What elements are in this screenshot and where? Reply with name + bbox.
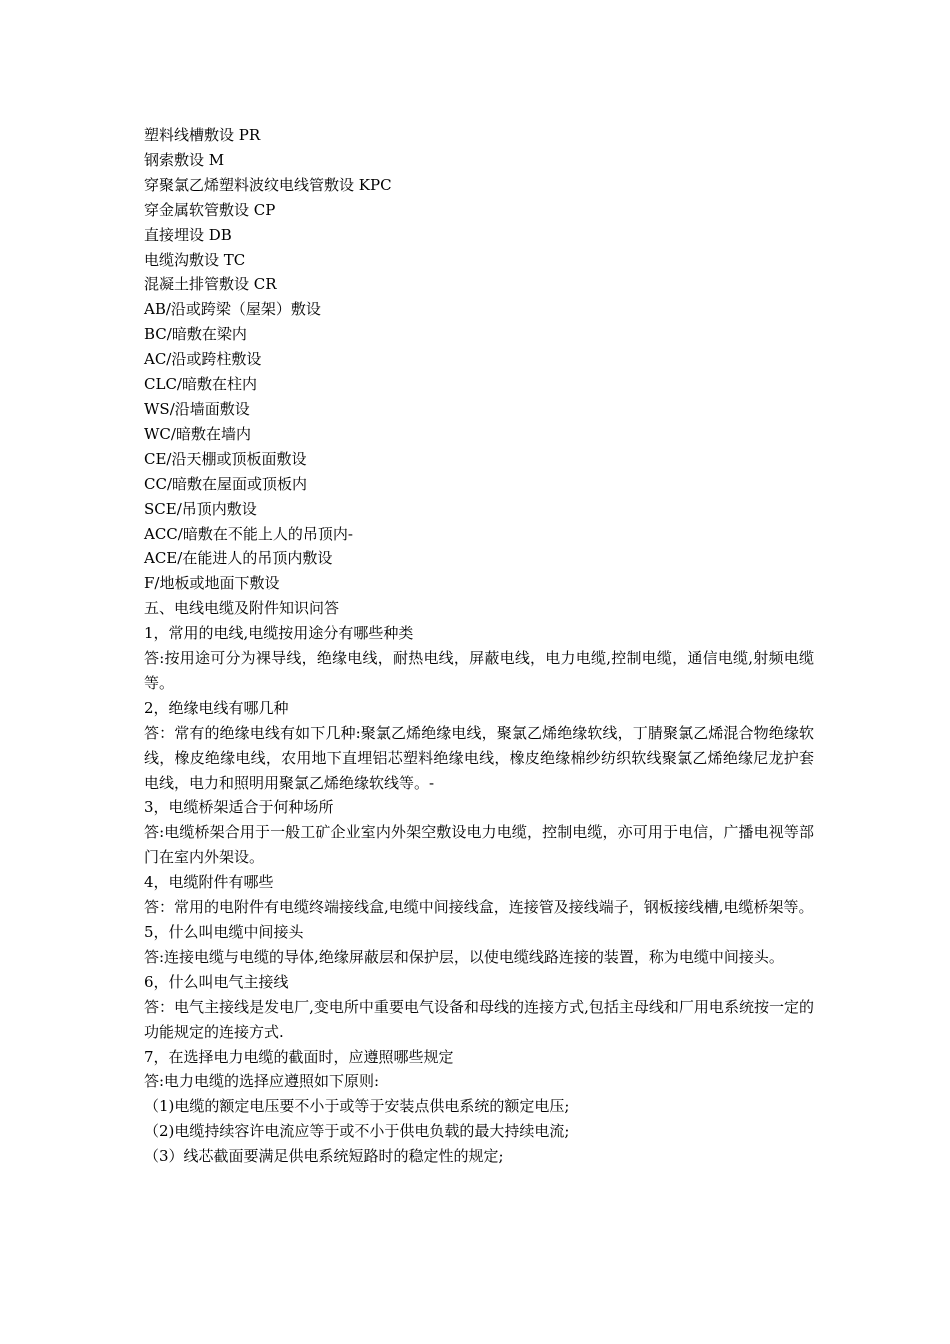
text-line: WS/沿墙面敷设 <box>144 399 250 418</box>
text-line: CLC/暗敷在柱内 <box>144 375 257 394</box>
text-line: 穿金属软管敷设 CP <box>144 200 276 219</box>
list-item: （3）线芯截面要满足供电系统短路时的稳定性的规定; <box>144 1147 504 1166</box>
list-item: （1)电缆的额定电压要不小于或等于安装点供电系统的额定电压; <box>144 1097 570 1116</box>
question-line: 4，电缆附件有哪些 <box>144 873 274 892</box>
question-line: 3，电缆桥架适合于何种场所 <box>144 798 334 817</box>
text-line: 混凝土排管敷设 CR <box>144 275 277 294</box>
text-line: ACC/暗敷在不能上人的吊顶内- <box>144 524 353 543</box>
question-line: 7，在选择电力电缆的截面时，应遵照哪些规定 <box>144 1047 454 1066</box>
question-line: 5，什么叫电缆中间接头 <box>144 923 304 941</box>
answer-paragraph: 答：电气主接线是发电厂,变电所中重要电气设备和母线的连接方式,包括主母线和厂用电系统按一定的功能规定的连接方式. <box>144 997 814 1041</box>
answer-paragraph: 答:电缆桥架合用于一般工矿企业室内外架空敷设电力电缆，控制电缆，亦可用于电信，广播电视等部门在室内外架设。 <box>144 823 814 867</box>
answer-intro: 答:电力电缆的选择应遵照如下原则: <box>144 1072 380 1091</box>
text-line: AB/沿或跨梁（屋架）敷设 <box>144 300 321 319</box>
list-item: （2)电缆持续容许电流应等于或不小于供电负载的最大持续电流; <box>144 1122 570 1141</box>
section-heading: 五、电线电缆及附件知识问答 <box>144 599 340 618</box>
answer-paragraph: 答：常用的电附件有电缆终端接线盒,电缆中间接线盒，连接管及接线端子，钢板接线槽,电缆桥架等。 <box>144 898 814 917</box>
text-line: SCE/吊顶内敷设 <box>144 499 257 518</box>
text-line: AC/沿或跨柱敷设 <box>144 350 262 369</box>
question-line: 6，什么叫电气主接线 <box>144 972 289 991</box>
text-line: WC/暗敷在墙内 <box>144 424 251 443</box>
question-line: 2，绝缘电线有哪几种 <box>144 698 289 717</box>
document-body <box>144 123 814 1169</box>
text-line: F/地板或地面下敷设 <box>144 574 280 593</box>
text-line: 直接埋设 DB <box>144 225 232 244</box>
text-line: 穿聚氯乙烯塑料波纹电线管敷设 KPC <box>144 175 392 194</box>
text-line: ACE/在能进人的吊顶内敷设 <box>144 549 333 568</box>
text-line: BC/暗敷在梁内 <box>144 325 247 344</box>
answer-paragraph: 答:按用途可分为裸导线，绝缘电线，耐热电线，屏蔽电线，电力电缆,控制电缆，通信电缆,射频电缆等。 <box>144 649 814 692</box>
text-line: CC/暗敷在屋面或顶板内 <box>144 474 308 493</box>
text-line: 钢索敷设 M <box>144 150 225 169</box>
text-line: 电缆沟敷设 TC <box>144 250 246 269</box>
text-line: 塑料线槽敷设 PR <box>144 126 261 144</box>
answer-paragraph: 答:连接电缆与电缆的导体,绝缘屏蔽层和保护层，以使电缆线路连接的装置，称为电缆中间接头。 <box>144 947 784 966</box>
answer-paragraph: 答：常有的绝缘电线有如下几种:聚氯乙烯绝缘电线，聚氯乙烯绝缘软线，丁腈聚氯乙烯混合物绝缘软线，橡皮绝缘电线，农用地下直埋铝芯塑料绝缘电线，橡皮绝缘棉纱纺织软线聚氯乙烯绝缘尼龙护套电线，电力和照明用聚氯乙烯绝缘软线等。- <box>144 723 814 792</box>
text-line: CE/沿天棚或顶板面敷设 <box>144 449 307 468</box>
question-line: 1，常用的电线,电缆按用途分有哪些种类 <box>144 624 414 643</box>
